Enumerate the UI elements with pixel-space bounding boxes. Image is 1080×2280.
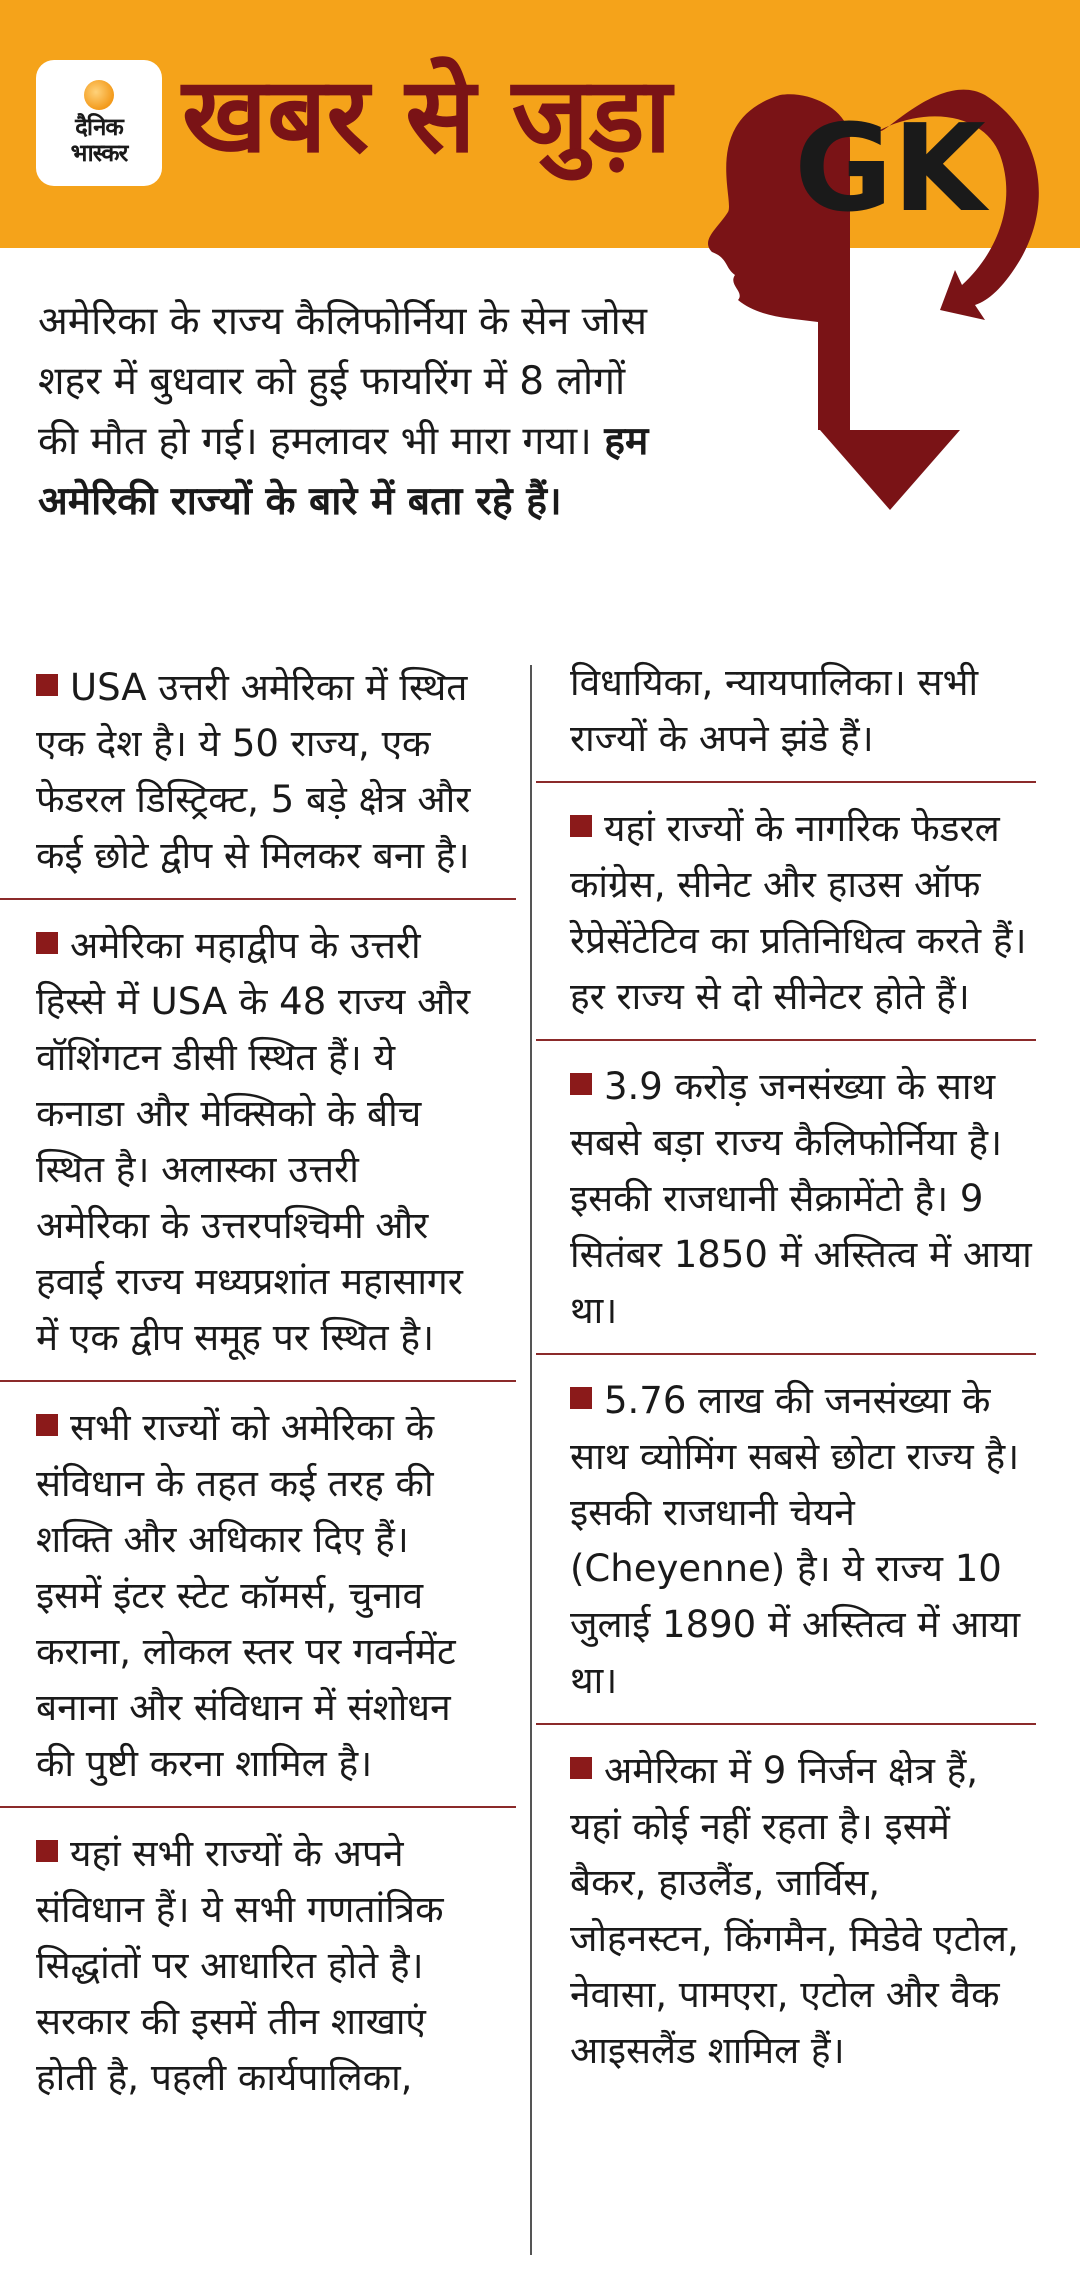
square-bullet-icon [570, 815, 592, 837]
fact-text: अमेरिका में 9 निर्जन क्षेत्र हैं, यहां कोई नहीं रहता है। इसमें बैकर, हाउलैंड, जार्विस, जोहनस्टन, किंगमैन, मिडेवे एटोल, नेवासा, पामएरा, एटोल और वैक आइसलैंड शामिल हैं। [570, 1749, 1019, 2072]
divider [536, 1039, 1036, 1041]
fact-text: यहां सभी राज्यों के अपने संविधान हैं। ये सभी गणतांत्रिक सिद्धांतों पर आधारित होते है। सरकार की इसमें तीन शाखाएं होती है, पहली कार्यपालिका, [36, 1832, 444, 2099]
page-title: खबर से जुड़ा [182, 54, 672, 176]
fact-item [536, 1059, 1032, 1339]
fact-item [536, 1743, 1032, 2079]
divider [536, 1353, 1036, 1355]
divider [536, 781, 1036, 783]
square-bullet-icon [36, 674, 58, 696]
divider [536, 1723, 1036, 1725]
fact-item [36, 660, 481, 884]
logo-text-line2: भास्कर [70, 139, 128, 167]
fact-item [536, 1373, 1032, 1709]
left-column [36, 660, 481, 2106]
gk-badge: GK [794, 100, 986, 239]
fact-text: यहां राज्यों के नागरिक फेडरल कांग्रेस, सीनेट और हाउस ऑफ रेप्रेसेंटेटिव का प्रतिनिधित्व करते हैं। हर राज्य से दो सीनेटर होते हैं। [570, 807, 1027, 1018]
square-bullet-icon [36, 1840, 58, 1862]
fact-text: अमेरिका महाद्वीप के उत्तरी हिस्से में USA के 48 राज्य और वॉशिंगटन डीसी स्थित हैं। ये कनाडा और मेक्सिको के बीच स्थित है। अलास्का उत्तरी अमेरिका के उत्तरपश्चिमी और हवाई राज्य मध्यप्रशांत महासागर में एक द्वीप समूह पर स्थित है। [36, 924, 471, 1359]
logo-text-line1: दैनिक [75, 112, 123, 141]
fact-text: 5.76 लाख की जनसंख्या के साथ व्योमिंग सबसे छोटा राज्य है। इसकी राजधानी चेयने (Cheyenne) है। ये राज्य 10 जुलाई 1890 में अस्तित्व में आया था। [570, 1379, 1021, 1702]
divider [0, 1380, 516, 1382]
intro-bold-text: हम अमेरिकी राज्यों के बारे में बता रहे हैं। [38, 419, 649, 524]
square-bullet-icon [36, 932, 58, 954]
column-divider [530, 665, 532, 2255]
square-bullet-icon [570, 1387, 592, 1409]
right-column [536, 655, 1032, 2079]
fact-text: सभी राज्यों को अमेरिका के संविधान के तहत कई तरह की शक्ति और अधिकार दिए हैं। इसमें इंटर स्टेट कॉमर्स, चुनाव कराना, लोकल स्तर पर गवर्नमेंट बनाना और संविधान में संशोधन की पुष्टी करना शामिल है। [36, 1406, 456, 1785]
divider [0, 1806, 516, 1808]
fact-item [536, 801, 1032, 1025]
intro-text: अमेरिका के राज्य कैलिफोर्निया के सेन जोस शहर में बुधवार को हुई फायरिंग में 8 लोगों की मौत हो गई। हमलावर भी मारा गया। [38, 299, 648, 464]
divider [0, 898, 516, 900]
fact-item [36, 1400, 481, 1792]
fact-item [36, 918, 481, 1366]
square-bullet-icon [570, 1073, 592, 1095]
fact-item [36, 1826, 481, 2106]
fact-item-continued [536, 655, 1032, 767]
fact-text: 3.9 करोड़ जनसंख्या के साथ सबसे बड़ा राज्य कैलिफोर्निया है। इसकी राजधानी सैक्रामेंटो है। 9 सितंबर 1850 में अस्तित्व में आया था। [570, 1065, 1032, 1332]
intro-paragraph [38, 292, 658, 532]
square-bullet-icon [570, 1757, 592, 1779]
fact-text: USA उत्तरी अमेरिका में स्थित एक देश है। ये 50 राज्य, एक फेडरल डिस्ट्रिक्ट, 5 बड़े क्षेत्र और कई छोटे द्वीप से मिलकर बना है। [36, 666, 471, 877]
square-bullet-icon [36, 1414, 58, 1436]
fact-text: विधायिका, न्यायपालिका। सभी राज्यों के अपने झंडे हैं। [570, 661, 979, 760]
